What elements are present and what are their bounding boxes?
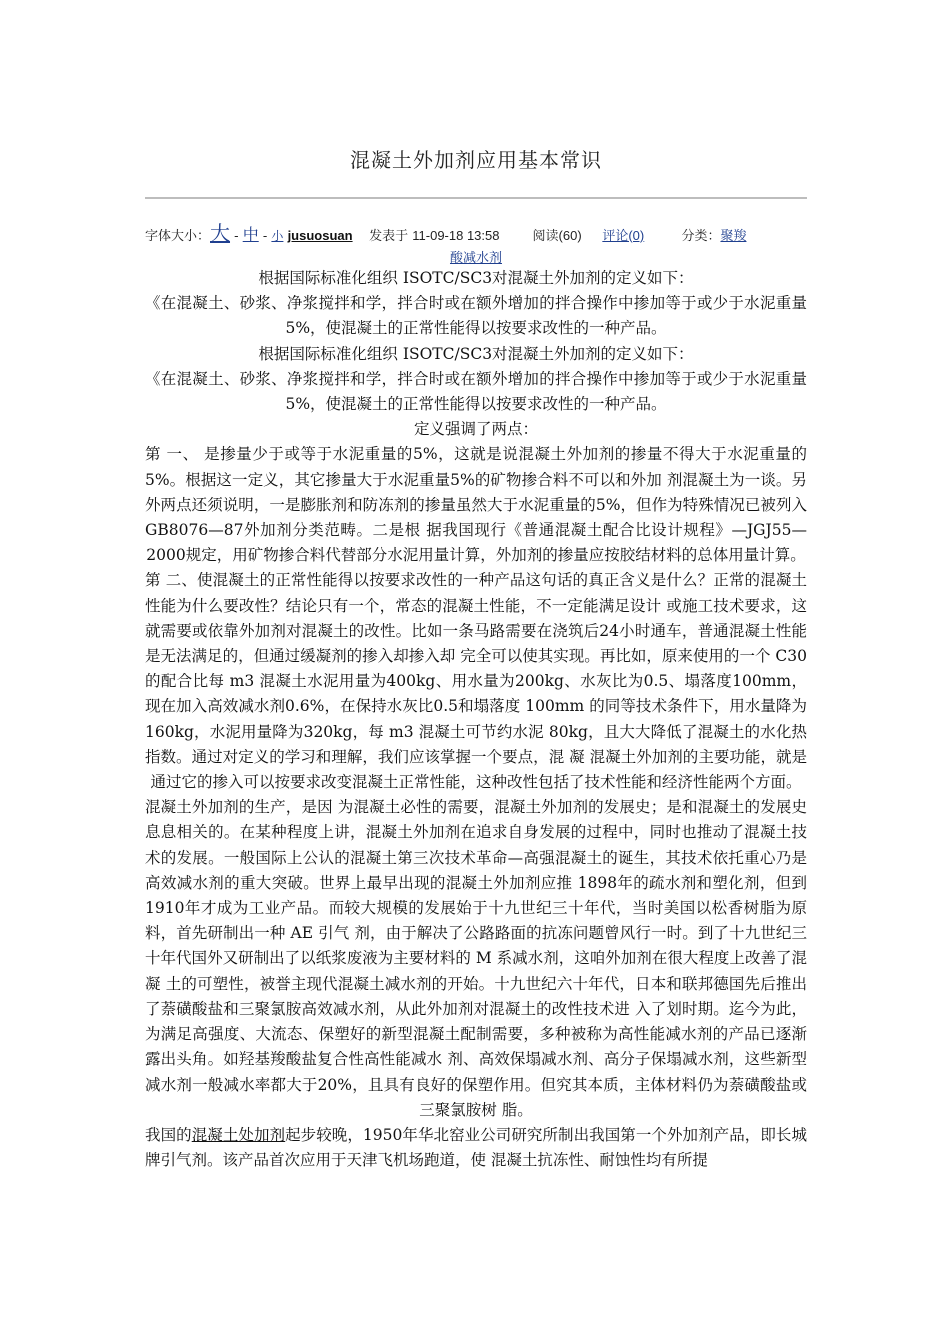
- paragraph: 第 一、 是掺量少于或等于水泥重量的5%，这就是说混凝土外加剂的掺量不得大于水泥重量的5%。根据这一定义，其它掺量大于水泥重量5%的矿物掺合料不可以和外加 剂混凝土为一谈。另外两点还须说明，一是膨胀剂和防冻剂的掺量虽然大于水泥重量的5%，但作为特殊情况已被列入 GB8076—87外加剂分类范畴。二是根 据我国现行《普通混凝土配合比设计规程》—JGJ55—2000规定，用矿物掺合料代替部分水泥用量计算，外加剂的掺量应按胶结材料的总体用量计算。: [145, 445, 807, 565]
- paragraph: 根据国际标准化组织 ISOTC/SC3对混凝土外加剂的定义如下：: [258, 269, 694, 287]
- article-body: [145, 266, 807, 1173]
- admixture-link[interactable]: 混凝土处加剂: [191, 1125, 286, 1144]
- article-meta: [145, 217, 807, 246]
- font-size-large-link[interactable]: 大: [210, 221, 231, 245]
- separator: -: [262, 229, 268, 244]
- category-continued: [145, 247, 807, 266]
- title-divider: [145, 197, 807, 199]
- paragraph: 《在混凝土、砂浆、净浆搅拌和学，拌合时或在额外增加的拌合操作中掺加等于或少于水泥重量5%，使混凝土的正常性能得以按要求改性的一种产品。: [145, 369, 807, 414]
- category-link-continued[interactable]: 酸减水剂: [449, 251, 502, 266]
- font-size-medium-link[interactable]: 中: [242, 225, 259, 244]
- paragraph: 第 二、使混凝土的正常性能得以按要求改性的一种产品这句话的真正含义是什么？正常的混凝土性能为什么要改性？结论只有一个，常态的混凝土性能，不一定能满足设计 或施工技术要求，这就需要或依靠外加剂对混凝土的改性。比如一条马路需要在浇筑后24小时通车，普通混凝土性能是无法满足的，但通过缓凝剂的掺入却掺入却 完全可以使其实现。再比如，原来使用的一个 C30的配合比每 m3 混凝土水泥用量为400kg、用水量为200kg、水灰比为0.5、塌落度100mm，现在加入高效减水剂0.6%，在保持水灰比0.5和塌落度 100mm 的同等技术条件下，用水量降为160kg，水泥用量降为320kg，每 m3 混凝土可节约水泥 80kg，且大大降低了混凝土的水化热指数。通过对定义的学习和理解，我们应该掌握一个要点，混 凝 混凝土外加剂的主要功能，就是通过它的掺入可以按要求改变混凝土正常性能，这种改性包括了技术性能和经济性能两个方面。: [145, 571, 807, 792]
- posted-label: 发表于: [369, 229, 409, 244]
- separator: -: [234, 229, 239, 244]
- author-link[interactable]: jusuosuan: [287, 228, 353, 243]
- read-count: 阅读(60): [532, 228, 582, 243]
- paragraph: 定义强调了两点：: [413, 420, 538, 439]
- paragraph: [145, 1123, 807, 1173]
- paragraph: 混凝土外加剂的生产，是因 为混凝土必性的需要，混凝土外加剂的发展史；是和混凝土的发展史息息相关的。在某种程度上讲，混凝土外加剂在追求自身发展的过程中，同时也推动了混凝土技 术的发展。一般国际上公认的混凝土第三次技术革命—高强混凝土的诞生，其技术依托重心乃是高效减水剂的重大突破。世界上最早出现的混凝土外加剂应推 1898年的疏水剂和塑化剂，但到1910年才成为工业产品。而较大规模的发展始于十九世纪三十年代，当时美国以松香树脂为原料，首先研制出一种 AE 引气 剂，由于解决了公路路面的抗冻问题曾风行一时。到了十九世纪三十年代国外又研制出了以纸浆废液为主要材料的 M 系减水剂，这咱外加剂在很大程度上改善了混凝 土的可塑性，被誉主现代混凝土减水剂的开始。十九世纪六十年代，日本和联邦德国先后推出了萘磺酸盐和三聚氯胺高效减水剂，从此外加剂对混凝土的改性技术进 入了划时期。迄今为此，为满足高强度、大流态、保塑好的新型混凝土配制需要，多种被称为高性能减水剂的产品已逐渐露出头角。如羟基羧酸盐复合性高性能减水 剂、高效保塌减水剂、高分子保塌减水剂，这些新型减水剂一般减水率都大于20%，且具有良好的保塑作用。但究其本质，主体材料仍为萘磺酸盐或三聚氯胺树 脂。: [145, 798, 807, 1119]
- paragraph-text: 起步较晚，1950年华北窑业公司研究所制出我国第一个外加剂产品，即长城牌引气剂。该产品首次应用于天津飞机场跑道，使 混凝土抗冻性、耐蚀性均有所提: [145, 1125, 807, 1170]
- paragraph-text: 我国的: [145, 1125, 192, 1144]
- paragraph: 根据国际标准化组织 ISOTC/SC3对混凝土外加剂的定义如下：: [258, 344, 694, 363]
- posted-time: 11-09-18 13:58: [412, 228, 500, 243]
- category-link[interactable]: 聚羧: [720, 229, 747, 244]
- page-title: 混凝土外加剂应用基本常识: [350, 148, 602, 172]
- category-label: 分类：: [681, 229, 721, 244]
- paragraph: 《在混凝土、砂浆、净浆搅拌和学，拌合时或在额外增加的拌合操作中掺加等于或少于水泥重量5%，使混凝土的正常性能得以按要求改性的一种产品。: [145, 294, 807, 338]
- font-size-small-link[interactable]: 小: [271, 229, 284, 243]
- comments-link[interactable]: 评论(0): [602, 228, 645, 243]
- font-size-label: 字体大小：: [145, 229, 211, 244]
